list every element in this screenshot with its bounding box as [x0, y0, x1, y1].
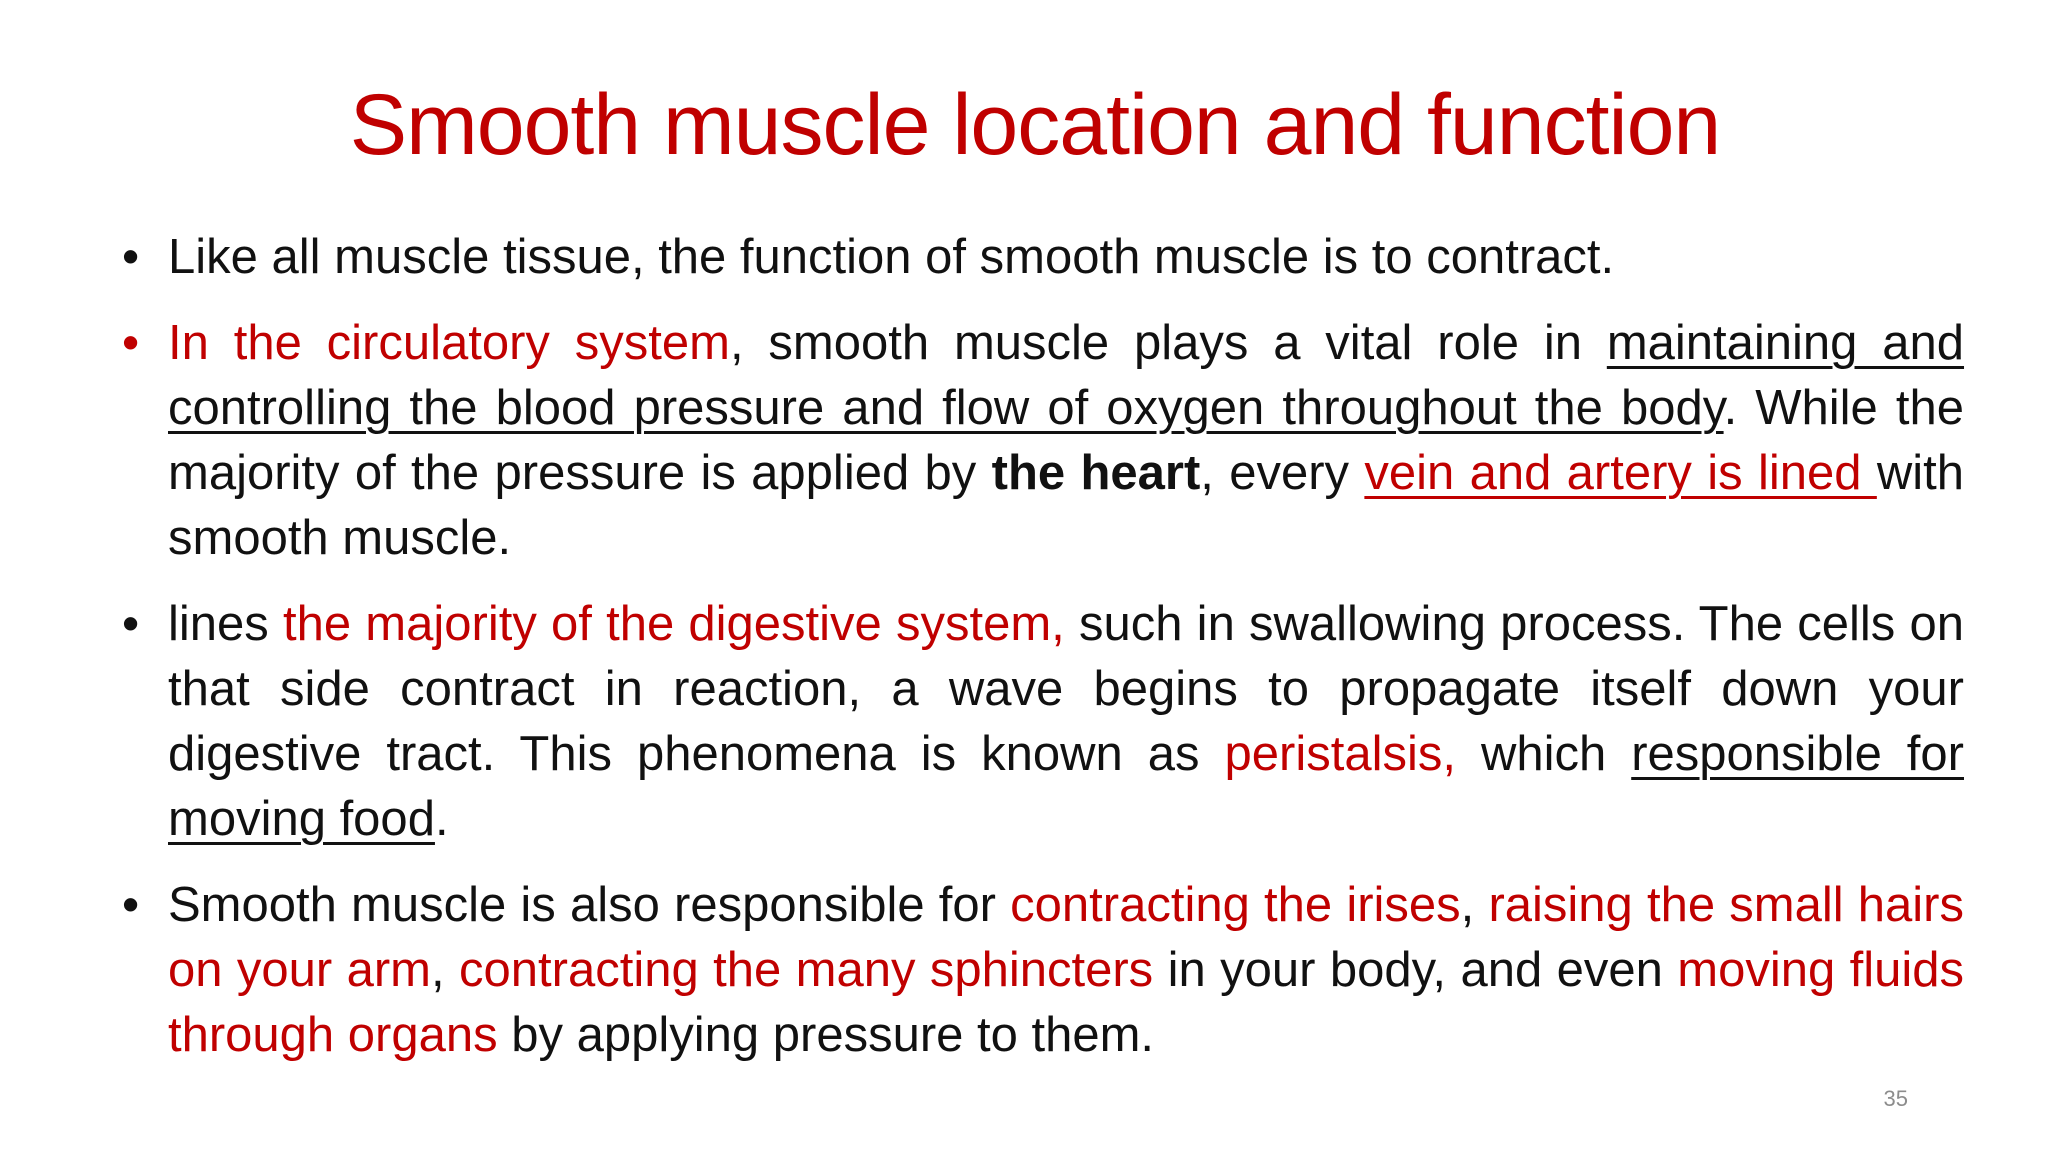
bullet-text: ,	[431, 943, 460, 997]
bullet-marker: •	[122, 230, 140, 284]
red-underlined-text: vein and artery is lined	[1364, 446, 1877, 500]
bullet-item-circulatory-system	[112, 311, 1964, 571]
bullet-item-digestive-system	[112, 592, 1964, 852]
underlined-text: responsible for moving food	[168, 727, 1964, 846]
bullet-text: such in swallowing process. The cells on that side contract in reaction, a wave begins to propagate itself down your digestive tract. This phenomena is known as	[168, 597, 1964, 781]
bullet-text: ,	[1460, 878, 1489, 932]
emphasis-red-text: contracting the many sphincters	[459, 943, 1154, 997]
emphasis-red-text: peristalsis,	[1224, 727, 1456, 781]
emphasis-red-text: contracting the irises	[1010, 878, 1461, 932]
bullet-item-contract	[112, 225, 1964, 290]
bullet-list	[112, 225, 1964, 1089]
emphasis-red-text: In the circulatory system	[168, 316, 730, 370]
bullet-marker: •	[122, 878, 140, 932]
bullet-text: . While the majority of the pressure is applied by	[168, 381, 1965, 500]
bullet-text: , every	[1200, 446, 1365, 500]
page-number: 35	[1883, 1086, 1908, 1111]
bullet-marker: •	[122, 597, 140, 651]
emphasis-red-text: moving fluids through organs	[168, 943, 1964, 1062]
bullet-marker: •	[122, 316, 140, 370]
bullet-text: by applying pressure to them.	[497, 1008, 1155, 1062]
bullet-text: which	[1455, 727, 1632, 781]
emphasis-red-text: the majority of the digestive system,	[282, 597, 1065, 651]
underlined-text: maintaining and controlling the blood pressure and flow of oxygen throughout the body	[168, 316, 1965, 435]
bold-text: the heart	[991, 446, 1201, 500]
bullet-text: Smooth muscle is also responsible for	[168, 878, 1011, 932]
bullet-text: Like all muscle tissue, the function of smooth muscle is to contract.	[168, 230, 1615, 284]
bullet-text: .	[434, 792, 449, 846]
bullet-text: in your body, and even	[1153, 943, 1678, 997]
emphasis-red-text: raising the small hairs on your arm	[168, 878, 1964, 997]
bullet-text: , smooth muscle plays a vital role in	[729, 316, 1607, 370]
bullet-item-other-functions	[112, 873, 1964, 1068]
slide-title: Smooth muscle location and function	[349, 77, 1721, 173]
bullet-text: lines	[168, 597, 283, 651]
bullet-text: with smooth muscle.	[168, 446, 1964, 565]
